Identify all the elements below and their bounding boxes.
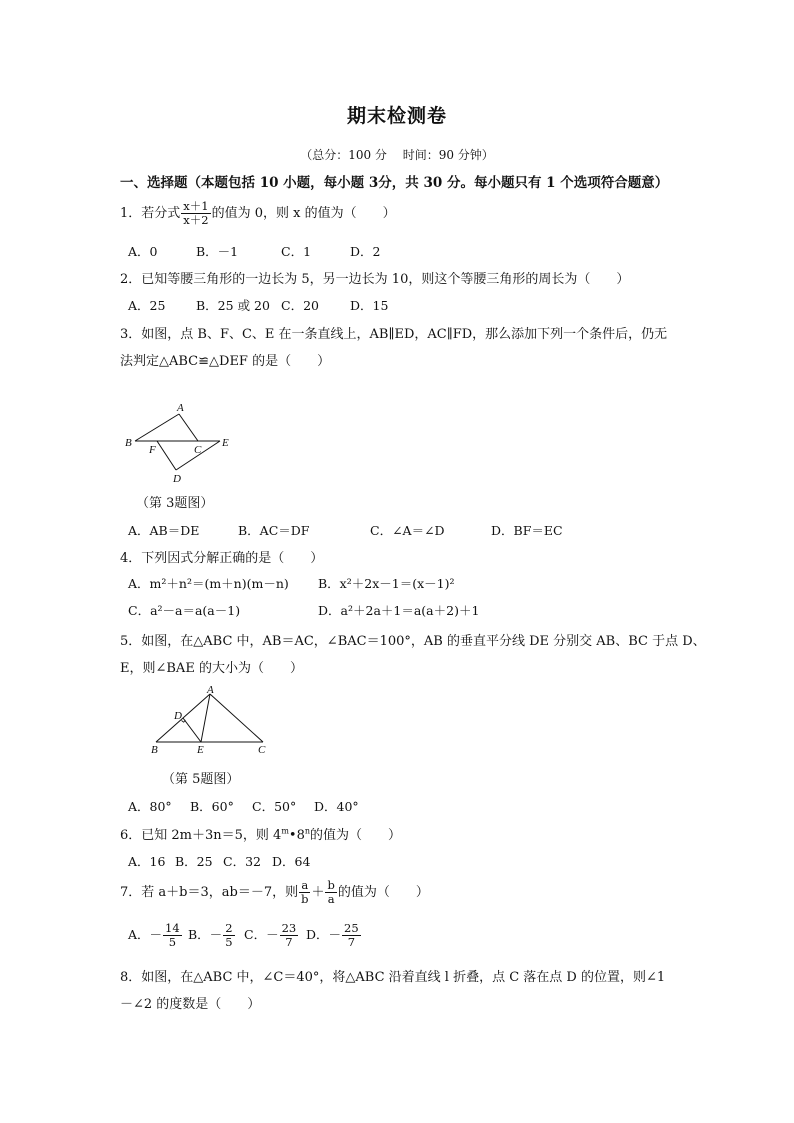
q1-option-a: A．0 bbox=[128, 244, 158, 259]
question-3-line-2: 法判定△ABC≌△DEF 的是（ ） bbox=[120, 354, 331, 369]
question-1 bbox=[120, 200, 396, 227]
q7-fraction-1 bbox=[299, 879, 310, 906]
label-c: C bbox=[258, 744, 266, 755]
q7-pre: 7．若 a＋b＝3，ab＝－7，则 bbox=[120, 885, 299, 900]
q7-f2-den: a bbox=[327, 892, 335, 906]
q3-option-b: B．AC＝DF bbox=[238, 523, 310, 538]
q4-option-b: B．x²＋2x－1＝(x－1)² bbox=[318, 576, 455, 591]
q7-f1-num: a bbox=[299, 879, 310, 893]
q7-option-b bbox=[188, 922, 236, 949]
label-c: C bbox=[194, 444, 202, 456]
label-b: B bbox=[125, 437, 132, 449]
q7-f2-num: b bbox=[327, 878, 335, 892]
q6-option-b: B．25 bbox=[175, 854, 213, 869]
q7-option-c-label: C．－ bbox=[244, 927, 279, 942]
q7-option-b-den: 5 bbox=[225, 935, 233, 949]
label-d: D bbox=[173, 473, 181, 485]
q6-mid: •8 bbox=[288, 828, 305, 843]
q3-option-d: D．BF＝EC bbox=[491, 523, 563, 538]
segment-df bbox=[157, 441, 176, 470]
segment-de bbox=[183, 718, 201, 742]
label-f: F bbox=[149, 444, 156, 456]
exam-meta: （总分：100 分 时间：90 分钟） bbox=[300, 148, 494, 162]
segment-ab bbox=[135, 414, 179, 441]
question-7 bbox=[120, 879, 429, 906]
q7-plus: ＋ bbox=[311, 885, 325, 900]
q3-option-a: A．AB＝DE bbox=[128, 523, 200, 538]
question-5-line-2: E，则∠BAE 的大小为（ ） bbox=[120, 661, 303, 676]
q3-caption: （第 3题图） bbox=[136, 496, 214, 511]
q7-option-d-fraction bbox=[342, 922, 361, 949]
q7-option-c-num: 23 bbox=[281, 921, 297, 935]
q3-figure bbox=[120, 398, 240, 488]
q7-option-d-label: D．－ bbox=[306, 927, 342, 942]
q5-caption: （第 5题图） bbox=[162, 772, 240, 787]
q1-post: 的值为 0，则 x 的值为（ ） bbox=[211, 206, 396, 221]
q7-f1-den: b bbox=[301, 892, 309, 906]
right-angle-mark bbox=[182, 720, 186, 722]
q7-option-a-den: 5 bbox=[168, 935, 177, 949]
q2-option-d: D．15 bbox=[350, 298, 389, 313]
q6-option-d: D．64 bbox=[272, 854, 311, 869]
label-e: E bbox=[222, 437, 229, 449]
q2-option-a: A．25 bbox=[128, 298, 166, 313]
q7-option-d bbox=[306, 922, 362, 949]
q7-option-d-den: 7 bbox=[347, 935, 356, 949]
q4-option-c: C．a²－a＝a(a－1) bbox=[128, 603, 241, 618]
q1-denominator: x＋2 bbox=[183, 213, 209, 227]
section-heading: 一、选择题（本题包括 10 小题，每小题 3分，共 30 分。每小题只有 1 个选项符合题意） bbox=[120, 175, 669, 191]
q7-post: 的值为（ ） bbox=[337, 885, 429, 900]
question-4: 4．下列因式分解正确的是（ ） bbox=[120, 551, 324, 566]
q1-numerator: x＋1 bbox=[183, 199, 209, 213]
q6-option-c: C．32 bbox=[223, 854, 261, 869]
q5-option-d: D．40° bbox=[314, 799, 359, 814]
q7-fraction-2 bbox=[325, 879, 336, 906]
q2-option-b: B．25 或 20 bbox=[196, 298, 270, 313]
q7-option-a bbox=[128, 922, 183, 949]
label-b: B bbox=[151, 744, 158, 755]
q2-option-c: C．20 bbox=[281, 298, 319, 313]
q7-option-d-num: 25 bbox=[344, 921, 359, 935]
label-a: A bbox=[177, 402, 184, 414]
q7-option-b-fraction bbox=[223, 922, 234, 949]
q5-option-a: A．80° bbox=[128, 799, 172, 814]
q1-fraction bbox=[181, 200, 210, 227]
q6-option-a: A．16 bbox=[128, 854, 166, 869]
q6-post: 的值为（ ） bbox=[310, 828, 402, 843]
question-6 bbox=[120, 824, 401, 843]
q6-pre: 6．已知 2m＋3n＝5，则 4 bbox=[120, 828, 282, 843]
q6-exp-1: m bbox=[281, 826, 289, 836]
q6-exp-2: n bbox=[304, 826, 311, 836]
question-8-line-2: －∠2 的度数是（ ） bbox=[120, 997, 261, 1012]
label-e: E bbox=[197, 744, 204, 755]
question-5-line-1: 5．如图，在△ABC 中，AB＝AC，∠BAC＝100°，AB 的垂直平分线 DE 分别交 AB、BC 于点 D、 bbox=[120, 634, 706, 649]
q7-option-c-den: 7 bbox=[285, 935, 293, 949]
q1-pre: 1．若分式 bbox=[120, 206, 181, 221]
q7-option-b-label: B．－ bbox=[188, 927, 223, 942]
question-3-line-1: 3．如图，点 B、F、C、E 在一条直线上，AB∥ED，AC∥FD，那么添加下列一个条件后，仍无 bbox=[120, 327, 668, 342]
q5-figure bbox=[140, 683, 275, 755]
q7-option-c-fraction bbox=[280, 922, 299, 949]
q7-option-c bbox=[244, 922, 299, 949]
q5-option-b: B．60° bbox=[190, 799, 234, 814]
page-title: 期末检测卷 bbox=[346, 105, 447, 127]
label-a: A bbox=[207, 684, 214, 696]
q5-option-c: C．50° bbox=[252, 799, 297, 814]
q1-option-d: D．2 bbox=[350, 244, 381, 259]
q4-option-a: A．m²＋n²＝(m＋n)(m－n) bbox=[128, 576, 289, 591]
q1-option-b: B．－1 bbox=[196, 244, 239, 259]
q7-option-b-num: 2 bbox=[225, 921, 233, 935]
q4-option-d: D．a²＋2a＋1＝a(a＋2)＋1 bbox=[318, 603, 480, 618]
q3-option-c: C．∠A＝∠D bbox=[370, 523, 445, 538]
segment-ac bbox=[210, 694, 263, 742]
q7-option-a-fraction bbox=[163, 922, 182, 949]
q1-option-c: C．1 bbox=[281, 244, 312, 259]
question-2: 2．已知等腰三角形的一边长为 5，另一边长为 10，则这个等腰三角形的周长为（ ） bbox=[120, 272, 630, 287]
q7-option-a-label: A．－ bbox=[128, 927, 163, 942]
segment-ac bbox=[179, 414, 198, 441]
q7-option-a-num: 14 bbox=[165, 921, 180, 935]
label-d: D bbox=[174, 710, 182, 722]
question-8-line-1: 8．如图，在△ABC 中，∠C＝40°，将△ABC 沿着直线 l 折叠，点 C 落在点 D 的位置，则∠1 bbox=[120, 970, 666, 985]
